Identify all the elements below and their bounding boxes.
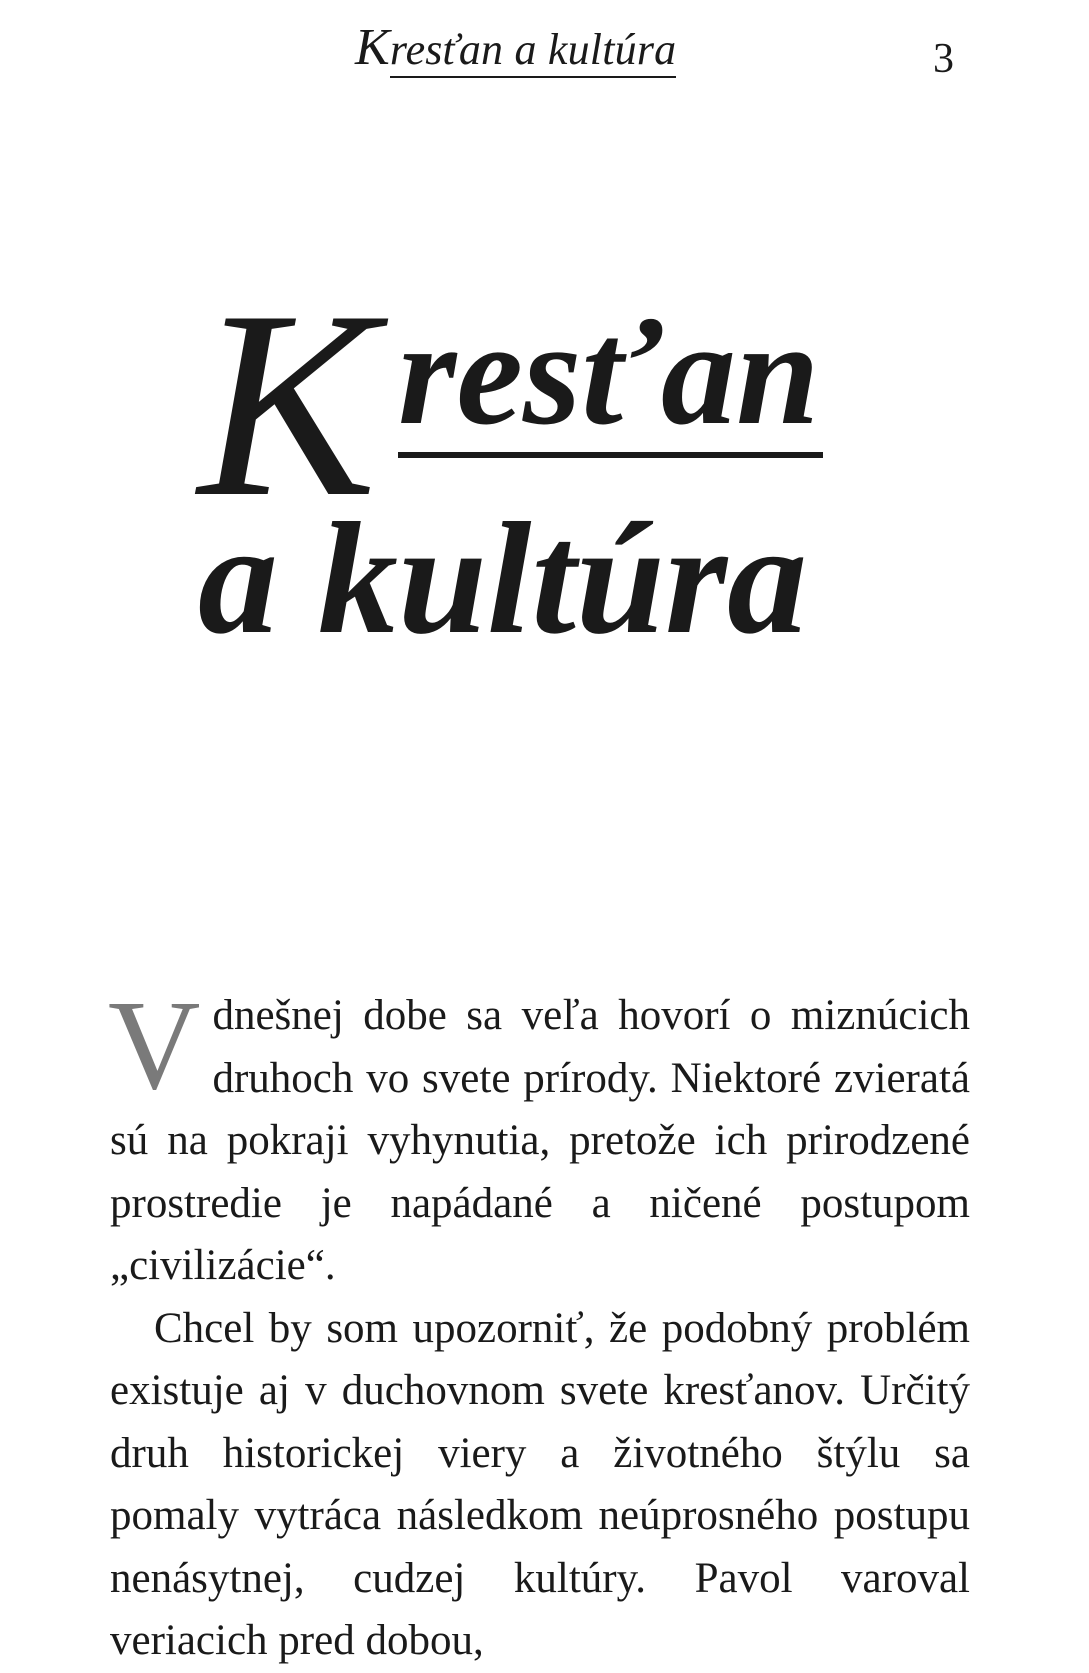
chapter-title-word: resťan [398,298,823,458]
paragraph-1-text: dnešnej dobe sa veľa hovorí o miznúcich druhoch vo svete prírody. Niektoré zvieratá sú na pokraji vyhynutia, pretože ich prirodzené prostredie je napádané a ničené postupom „civilizácie“. [110,992,970,1289]
body-text [108,974,970,1673]
running-header [355,19,677,76]
chapter-title-line-2: a kultúra [198,489,808,667]
paragraph-2: Chcel by som upozorniť, že podobný problém existuje aj v duchovnom svete kresťanov. Určitý druh historickej viery a životného štýlu sa pomaly vytráca následkom neúprosného postupu nenásytnej, cudzej kultúry. Pavol varoval veriacich pred dobou, [110,1304,970,1664]
chapter-title [198,255,918,667]
running-header-title: resťan a kultúra [390,25,676,78]
drop-cap: V [108,974,201,1116]
running-header-initial: K [355,19,390,76]
chapter-title-initial: K [198,255,377,552]
page-number: 3 [933,36,954,82]
paragraph-1 [108,974,970,1298]
